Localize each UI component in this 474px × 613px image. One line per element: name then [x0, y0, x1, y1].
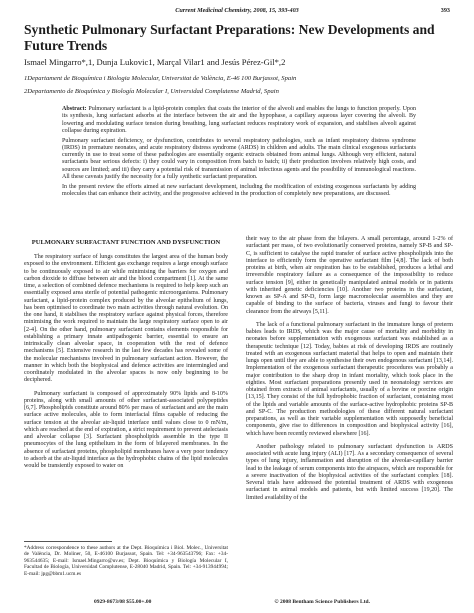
abstract-paragraph: In the present review the efforts aimed at new surfactant development, including the modification of existing exogenous surfactants by adding molecules that can enhance their activity, and the progressive achieved in the production of completely new preparations, are discussed. — [62, 183, 416, 197]
copyright-notice: © 2008 Bentham Science Publishers Ltd. — [274, 599, 370, 605]
page-number: 393 — [440, 7, 450, 14]
running-head — [24, 7, 450, 17]
section-heading: PULMONARY SURFACTANT FUNCTION AND DYSFUNCTION — [31, 239, 221, 246]
correspondence-footnote: *Address correspondence to these authors at the Dept. Bioquímica i Biol. Molec., Universitat de València, Dr. Moliner, 50, E-46100 Burjassot, Spain. Tel: +34-963543796; Fax: +34-963544635; E-mail: Ismael.Mingarro@uv.es; Dept. Bioquímica y Biología Molecular I, Facultad de Biología, Universidad Complutense, E-28040 Madrid, Spain. Tel: +34-913944994; E-mail: jpg@bbm1.ucm.es — [24, 545, 228, 577]
abstract-lead: Abstract: — [62, 106, 87, 112]
journal-citation: Current Medicinal Chemistry, 2008, 15, 393-403 — [175, 7, 299, 14]
right-column — [246, 236, 453, 502]
article-title: Synthetic Pulmonary Surfactant Preparations: New Developments and Future Trends — [24, 22, 435, 53]
body-paragraph: their way to the air phase from the bilayers. A small percentage, around 1-2% of surfactant per mass, of two evolutionarily conserved proteins, namely SP-B and SP-C, is sufficient to catalyse the rapid transfer of surface active phospholipids into the interface to efficiently form the operative surfactant film [4,8]. The lack of both proteins at birth, when air respiration has to be established, produces a lethal and irreversible respiratory failure as a consequence of the impossibility to reduce surface tension [9], either in genetically manipulated animal models or in patients with inherited genetic deficiencies [10]. Another two proteins in the surfactant, known as SP-A and SP-D, form large macromolecular assemblies and they are capable of binding to the surface of bacteria, viruses and fungi to favour their clearance from the airways [5,11]. — [246, 236, 453, 315]
affiliation-1: 1Departament de Bioquímica i Biologia Molecular, Universitat de València, E-46 100 Burjassot, Spain — [24, 75, 297, 82]
abstract-text: Pulmonary surfactant is a lipid-protein complex that coats the interior of the alveoli and enables the lungs to function properly. Upon its synthesis, lung surfactant adsorbs at the interface between the air and the hypophase, a capillary aqueous layer covering the alveoli. By lowering and modulating surface tension during breathing, lung surfactant reduces respiratory work of expansion, and stabilises alveoli against collapse during expiration. — [62, 106, 417, 134]
abstract — [62, 106, 416, 201]
left-column — [24, 254, 228, 470]
footnote-divider — [24, 541, 112, 542]
body-paragraph: Another pathology related to pulmonary surfactant dysfunction is ARDS associated with acute lung injury (ALI) [17]. As a secondary consequence of several types of lung injury, inflammation and disruption of the alveolar-capillary barrier lead to the leakage of serum components into the airspaces, which are responsible for a severe inactivation of the biophysical activities of the surfactant complex [18]. Several trials have addressed the potential treatment of ARDS with exogenous surfactant in animal models and patients, but with limited success [19,20]. The limited availability of the — [246, 443, 453, 501]
affiliation-2: 2Departamento de Bioquímica y Biología Molecular I, Universidad Complutense Madrid, Spain — [24, 88, 279, 95]
body-paragraph: Pulmonary surfactant is composed of approximately 90% lipids and 8-10% proteins, along with small amounts of other surfactant-associated polypeptides [6,7]. Phospholipids constitute around 80% per mass of surfactant and are the main surface active molecules, able to form interfacial films capable of reducing the surface tension at the alveolar air-liquid interface until values close to 0 mN/m, which are reached at the end of expiration, a strict requirement to prevent atelectasis and alveolar collapse [3]. Surfactant phospholipids assemble in the type II pneumocytes of the lung epithelium in the form of bilayered membranes. In the absence of surfactant proteins, phospholipid membranes have a very poor tendency to adsorb at the air-liquid interface as the hydrophobic chains of the lipid molecules would be transiently exposed to water on — [24, 390, 228, 469]
body-paragraph: The respiratory surface of lungs constitutes the largest area of the human body exposed to the environment. Efficient gas exchange requires a large enough surface to be continuously exposed to air while minimising the barriers for oxygen and carbon dioxide to diffuse between air and the blood compartment [1]. At the same time, a selection of combined defence mechanisms is required to help keep such an essentially exposed area sterile of potential pathogenic microorganisms. Pulmonary surfactant, a lipid-protein complex produced by the alveolar epithelium of lungs, has been optimised to coordinate two main activities through natural evolution. On the one hand, it stabilises the respiratory surface against physical forces, therefore minimising the work required to maintain the large respiratory surface open to air [2-4]. On the other hand, pulmonary surfactant contains elements responsible for establishing a primary innate antipathogenic barrier, essential to ensure an intrinsically clean alveolar space, in cooperation with the rest of defence mechanisms [5]. Extensive research in the last few decades has revealed some of the molecular mechanisms involved in pulmonary surfactant action. However, the manner in which both the biophysical and defence activities are intermingled and coordinately modulated in the alveolar spaces is now only beginning to be deciphered. — [24, 254, 228, 384]
author-list: Ismael Mingarro*,1, Dunja Lukovic1, Marçal Vilar1 and Jesús Pérez-Gil*,2 — [24, 57, 286, 67]
abstract-paragraph: Pulmonary surfactant deficiency, or dysfunction, contributes to several respiratory pathologies, such as infant respiratory distress syndrome (IRDS) in premature neonates, and acute respiratory distress syndrome (ARDS) in children and adults. The main clinical exogenous surfactants currently in use to treat some of these pathologies are essentially organic extracts obtained from animal lungs. Although very efficient, natural surfactants bear serious defects: i) they could vary in composition from batch to batch; ii) their production involves relatively high costs, and sources are limited; and iii) they carry a potential risk of transmission of animal infectious agents and the possibility of immunological reactions. All these caveats justify the necessity for a fully synthetic surfactant preparation. — [62, 137, 416, 180]
page-footer — [24, 599, 450, 607]
issn-price: 0929-8673/08 $55.00+.00 — [94, 599, 152, 605]
abstract-paragraph — [62, 106, 416, 135]
body-paragraph: The lack of a functional pulmonary surfactant in the immature lungs of preterm babies leads to IRDS, which was the major cause of mortality and morbidity in neonates before supplementation with exogenous surfactant was established as a therapeutic technique [12]. Today, babies at risk of developing IRDS are routinely treated with an exogenous surfactant material that helps to open and maintain their lungs open until they are able to synthesise their own endogenous surfactant [13,14]. Implementation of the exogenous surfactant therapeutic procedures was probably a major contribution to the sharp drop in infant mortality, which took place in the eighties. Most surfactant preparations presently used in neonatology services are obtained from extracts of animal surfactants, usually of a bovine or porcine origin [13,15]. They consist of the full hydrophobic fraction of surfactant, containing most of the lipids and variable amounts of the surface-active hydrophobic proteins SP-B and SP-C. The production methodologies of these different natural surfactant preparations, as well as their variable supplementation with supposedly beneficial components, give rise to differences in composition and biophysical activity [16], which have been recently reviewed elsewhere [16]. — [246, 321, 453, 437]
